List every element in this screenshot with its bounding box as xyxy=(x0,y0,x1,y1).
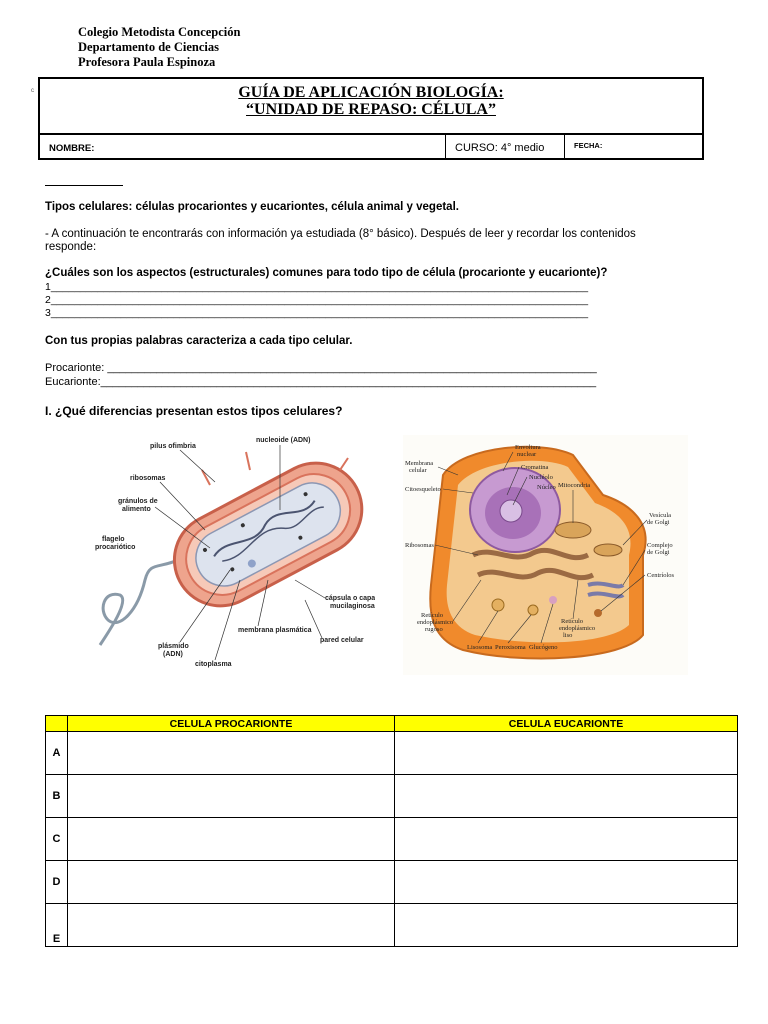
table-row xyxy=(46,775,738,818)
pointer-line xyxy=(295,580,325,598)
student-info-row xyxy=(40,133,702,158)
header-procarionte: CELULA PROCARIONTE xyxy=(68,716,395,732)
pointer-line xyxy=(180,450,215,482)
label-ribosomas: Ribosomas xyxy=(405,542,434,549)
pilus-line xyxy=(202,470,210,485)
procarionte-cell[interactable] xyxy=(68,861,395,904)
intro-text-2: responde: xyxy=(45,241,97,253)
school-info xyxy=(78,25,240,70)
label-nucleolo: Nucléolo xyxy=(529,474,553,481)
table-row xyxy=(46,818,738,861)
table-row xyxy=(46,861,738,904)
procarionte-cell[interactable] xyxy=(68,818,395,861)
answer-line-2[interactable]: 2____________________________________________________________________________________________ xyxy=(45,294,589,306)
label-reticulo-liso-1: Retículo xyxy=(561,618,584,625)
margin-mark: c xyxy=(31,88,34,94)
label-reticulo-rugoso-2: endoplásmico xyxy=(417,619,454,626)
procarionte-cell[interactable] xyxy=(68,732,395,775)
label-membrana: membrana plasmática xyxy=(238,627,312,634)
answer-line-3[interactable]: 3____________________________________________________________________________________________ xyxy=(45,307,589,319)
title-line-1: GUÍA DE APLICACIÓN BIOLOGÍA: xyxy=(238,84,504,101)
label-capsula-1: cápsula o capa xyxy=(325,595,375,602)
page-title xyxy=(40,84,702,118)
fecha-label: FECHA: xyxy=(574,141,603,150)
lysosome-shape xyxy=(492,599,504,611)
intro-heading: Tipos celulares: células procariontes y eucariontes, célula animal y vegetal. xyxy=(45,201,459,213)
question-3: I. ¿Qué diferencias presentan estos tipos celulares? xyxy=(45,404,343,418)
eucarionte-cell[interactable] xyxy=(395,775,738,818)
mitochondria-shape xyxy=(555,522,591,538)
row-letter: C xyxy=(46,818,68,861)
nucleolus-shape xyxy=(500,500,522,522)
eucarionte-cell[interactable] xyxy=(395,904,738,947)
eukaryote-svg xyxy=(403,435,688,675)
label-reticulo-rugoso-1: Retículo xyxy=(421,612,444,619)
label-pared: pared celular xyxy=(320,637,364,644)
header-blank xyxy=(46,716,68,732)
procarionte-cell[interactable] xyxy=(68,775,395,818)
school-name: Colegio Metodista Concepción xyxy=(78,25,241,39)
label-complejo-2: de Golgi xyxy=(647,549,670,556)
curso-field xyxy=(446,135,565,158)
row-letter: B xyxy=(46,775,68,818)
label-membrana-2: celular xyxy=(409,467,427,474)
row-letter: D xyxy=(46,861,68,904)
nombre-field[interactable] xyxy=(40,135,446,158)
eucarionte-cell[interactable] xyxy=(395,732,738,775)
glycogen-shape xyxy=(549,596,557,604)
procarionte-line[interactable]: Procarionte: ________________________________________________________________________________ xyxy=(45,362,597,374)
comparison-table xyxy=(45,715,738,947)
label-citoesqueleto: Citoesqueleto xyxy=(405,486,441,493)
centriole-shape xyxy=(594,609,602,617)
pilus-line xyxy=(340,458,348,470)
label-nucleoide: nucleoide (ADN) xyxy=(256,437,311,444)
row-letter: E xyxy=(46,904,68,947)
department-name: Departamento de Ciencias xyxy=(78,40,219,54)
table-header-row xyxy=(46,716,738,732)
title-line-2: “UNIDAD DE REPASO: CÉLULA” xyxy=(246,101,496,118)
question-2: Con tus propias palabras caracteriza a cada tipo celular. xyxy=(45,335,353,347)
label-envoltura-2: nuclear xyxy=(517,451,537,458)
label-complejo-1: Complejo xyxy=(647,542,673,549)
header-eucarionte: CELULA EUCARIONTE xyxy=(395,716,738,732)
intro-text-1: - A continuación te encontrarás con información ya estudiada (8° básico). Después de leer y recordar los contenidos xyxy=(45,228,636,240)
table-row xyxy=(46,732,738,775)
question-1: ¿Cuáles son los aspectos (estructurales) comunes para todo tipo de célula (procarionte y eucarionte)? xyxy=(45,267,608,279)
eukaryote-diagram xyxy=(403,435,688,675)
label-mitocondria: Mitocondria xyxy=(558,482,591,489)
label-lisosoma: Lisosoma xyxy=(467,644,493,651)
label-capsula-2: mucilaginosa xyxy=(330,603,375,610)
divider-rule xyxy=(45,185,123,186)
label-plasmido-2: (ADN) xyxy=(163,651,183,658)
label-membrana-1: Membrana xyxy=(405,460,434,467)
procarionte-cell[interactable] xyxy=(68,904,395,947)
label-reticulo-liso-3: liso xyxy=(563,632,573,639)
label-plasmido-1: plásmido xyxy=(158,643,189,650)
fecha-field[interactable] xyxy=(566,135,702,158)
label-pilus: pilus ofimbria xyxy=(150,443,196,450)
peroxisome-shape xyxy=(528,605,538,615)
row-letter: A xyxy=(46,732,68,775)
label-envoltura-1: Envoltura xyxy=(515,444,541,451)
label-vesicula-1: Vesícula xyxy=(649,512,672,519)
nombre-label: NOMBRE: xyxy=(49,143,95,154)
label-granulos-2: alimento xyxy=(122,506,151,513)
title-box xyxy=(38,77,704,160)
curso-label: CURSO: 4° medio xyxy=(455,142,545,154)
label-cromatina: Cromatina xyxy=(521,464,549,471)
label-citoplasma: citoplasma xyxy=(195,661,232,668)
teacher-name: Profesora Paula Espinoza xyxy=(78,55,216,69)
mitochondria-shape xyxy=(594,544,622,556)
label-ribosomas: ribosomas xyxy=(130,475,166,482)
label-glucogeno: Glucógeno xyxy=(529,644,558,651)
label-vesicula-2: de Golgi xyxy=(647,519,670,526)
label-centriolos: Centríolos xyxy=(647,572,675,579)
eucarionte-line[interactable]: Eucarionte:_________________________________________________________________________________ xyxy=(45,376,597,388)
table-row xyxy=(46,904,738,947)
prokaryote-svg xyxy=(90,430,375,675)
label-reticulo-liso-2: endoplásmico xyxy=(559,625,596,632)
label-flagelo-2: procariótico xyxy=(95,544,136,551)
eucarionte-cell[interactable] xyxy=(395,818,738,861)
label-reticulo-rugoso-3: rugoso xyxy=(425,626,443,633)
label-granulos-1: gránulos de xyxy=(118,498,158,505)
label-peroxisoma: Peroxisoma xyxy=(495,644,526,651)
pilus-line xyxy=(246,452,250,470)
eucarionte-cell[interactable] xyxy=(395,861,738,904)
answer-line-1[interactable]: 1____________________________________________________________________________________________ xyxy=(45,281,589,293)
prokaryote-diagram xyxy=(90,430,375,675)
pointer-line xyxy=(160,482,205,530)
label-flagelo-1: flagelo xyxy=(102,536,125,543)
flagellum-shape xyxy=(100,558,182,645)
label-nucleo: Núcleo xyxy=(537,484,556,491)
